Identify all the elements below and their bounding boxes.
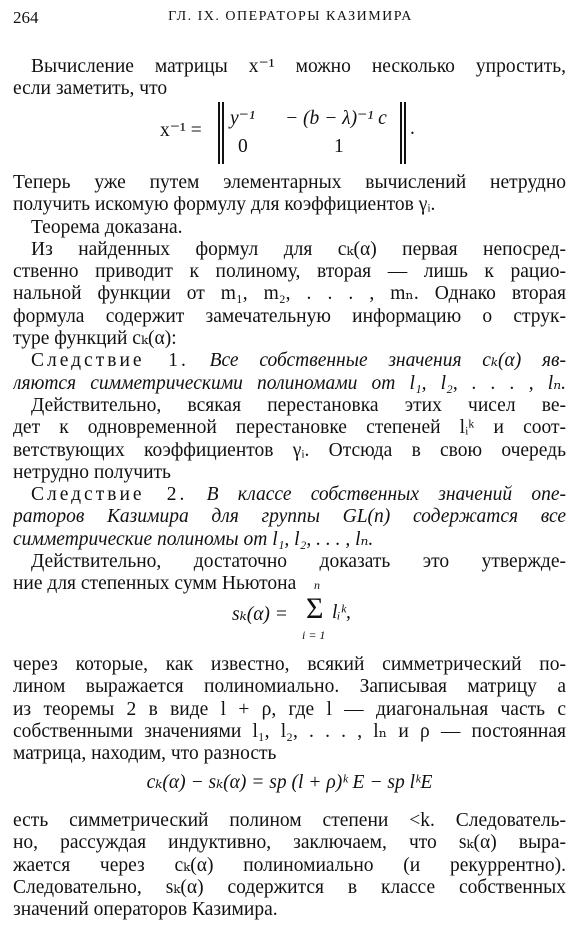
corollary-2-line <box>13 506 566 528</box>
corollary-label: Следствие 1. <box>31 350 189 372</box>
sum-upper-limit: n <box>314 578 320 592</box>
corollary-2-line <box>13 529 566 551</box>
difference-equation: cₖ(α) − sₖ(α) = sp (l + ρ)ᵏ E − sp lᵏE <box>146 772 433 793</box>
matrix-bar <box>218 102 220 164</box>
matrix-equation <box>160 102 420 164</box>
equation-lhs: x⁻¹ = <box>160 120 202 141</box>
text-line: ственно приводит к полиному, вторая — лишь к рацио- <box>13 261 566 283</box>
corollary-1-line <box>13 350 566 372</box>
corollary-1-line <box>13 373 566 395</box>
matrix-bar <box>404 102 406 164</box>
text-line: Теперь уже путем элементарных вычислений нетрудно <box>13 172 566 193</box>
corollary-label: Следствие 2. <box>31 484 188 506</box>
sum-lower-limit: i = 1 <box>302 628 326 642</box>
paragraph-elementary <box>13 172 566 596</box>
text-line: через которые, как известно, всякий симметрический по- <box>13 654 566 675</box>
sigma-symbol: Σ <box>306 592 324 625</box>
matrix-cell: 0 <box>238 136 248 157</box>
text-line: но, рассуждая индуктивно, заключаем, что sₖ(α) выра- <box>13 832 566 854</box>
text-line: туре функций cₖ(α): <box>13 328 177 350</box>
page-number: 264 <box>13 8 39 27</box>
chapter-title: ГЛ. IX. ОПЕРАТОРЫ КАЗИМИРА <box>168 9 413 24</box>
text-line: ветствующих коэффициентов γᵢ. Отсюда в свою очередь <box>13 439 566 461</box>
text-line: формула содержит замечательную информацию о струк- <box>13 305 566 327</box>
text-line: значений операторов Казимира. <box>13 899 278 921</box>
text-line: дет к одновременной перестановке степеней lᵢᵏ и соот- <box>13 417 566 439</box>
text-line: есть симметрический полином степени <k. Следователь- <box>13 810 566 831</box>
text-line: Действительно, достаточно доказать это утвержде- <box>31 551 566 573</box>
running-header <box>13 8 568 32</box>
text-line: нальной функции от m₁, m₂, . . . , mₙ. Однако вторая <box>13 283 566 305</box>
corollary-text: ляются симметрическими полиномами от l₁, l₂, . . . , lₙ. <box>13 372 566 394</box>
text-line: если заметить, что <box>13 78 168 100</box>
text-line: Следовательно, sₖ(α) содержится в классе собственных <box>13 876 566 898</box>
text-line: лином выражается полиномиально. Записывая матрицу a <box>13 676 566 698</box>
paragraph-matrix-intro <box>13 56 566 101</box>
equation-lhs: sₖ(α) = <box>232 604 288 625</box>
theorem-proved: Теорема доказана. <box>31 216 183 238</box>
text-line: жается через cₖ(α) полиномиально (и рекуррентно). <box>13 854 566 876</box>
corollary-text: раторов Казимира для группы GL(n) содержатся все <box>13 506 566 528</box>
matrix-bar <box>222 102 224 164</box>
text-line: нетрудно получить <box>13 461 171 483</box>
corollary-text: симметрические полиномы от l₁, l₂, . . . , lₙ. <box>13 528 374 550</box>
sum-term: lᵢᵏ, <box>332 602 351 623</box>
text-line: получить искомую формулу для коэффициентов γᵢ. <box>13 194 436 216</box>
corollary-2-line <box>13 484 566 506</box>
text-line: Из найденных формул для cₖ(α) первая непосред- <box>31 238 566 260</box>
newton-sum-equation <box>232 578 362 646</box>
matrix-bar <box>400 102 402 164</box>
equation-period: . <box>410 118 415 139</box>
text-line: Вычисление матрицы x⁻¹ можно несколько упростить, <box>31 56 566 77</box>
text-line: ние для степенных сумм Ньютона <box>13 573 297 595</box>
text-line: Действительно, всякая перестановка этих чисел ве- <box>31 394 566 416</box>
text-line: собственными значениями l₁, l₂, . . . , lₙ и ρ — постоянная <box>13 720 566 742</box>
paragraph-matrix-a <box>13 654 566 765</box>
matrix-cell: 1 <box>334 136 344 157</box>
text-line: матрица, находим, что разность <box>13 743 277 765</box>
paragraph-conclusion <box>13 810 566 921</box>
corollary-text: В классе собственных значений опе- <box>206 484 566 506</box>
matrix-cell: y⁻¹ <box>230 108 255 129</box>
matrix-cell: − (b − λ)⁻¹ c <box>285 108 387 129</box>
text-line: из теоремы 2 в виде l + ρ, где l — диагональная часть с <box>13 698 566 720</box>
corollary-text: Все собственные значения cₖ(α) яв- <box>209 350 566 372</box>
